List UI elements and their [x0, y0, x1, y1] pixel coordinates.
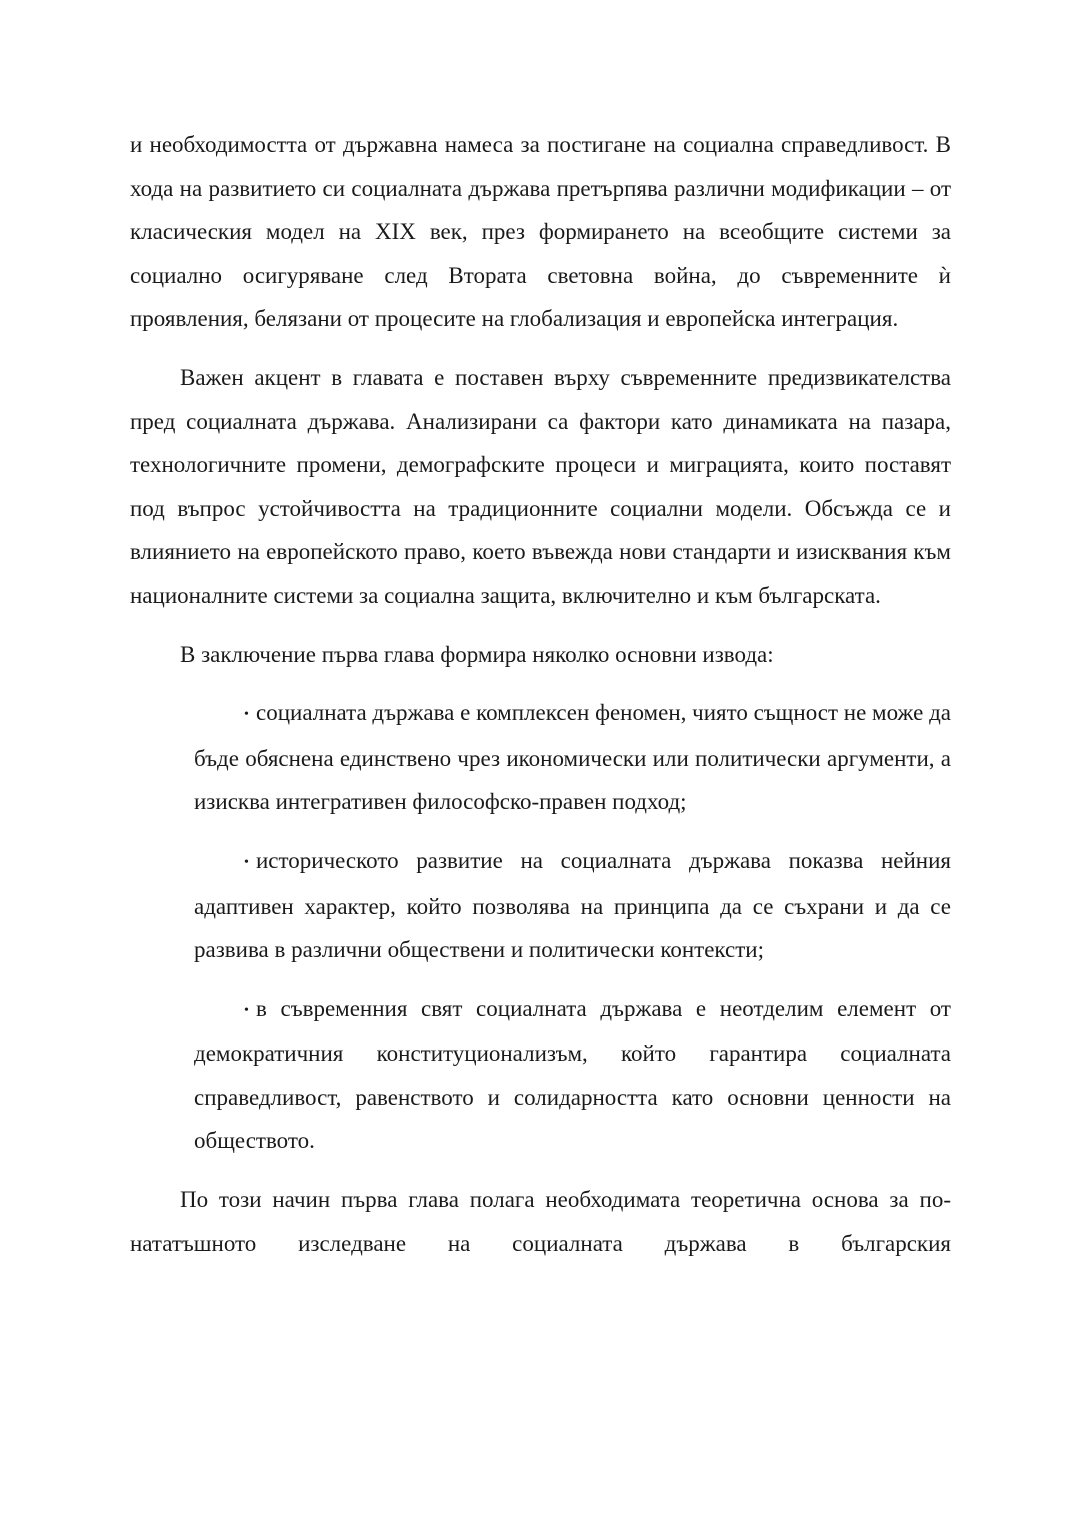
list-item [194, 839, 951, 972]
paragraph-closing: По този начин първа глава полага необходимата теоретична основа за по-нататъшното изследване на социалната държава в българския [130, 1187, 951, 1256]
bullet-icon: • [244, 1002, 249, 1018]
list-item-text: социалната държава е комплексен феномен, чиято същност не може да бъде обяснена единствено чрез икономически или политически аргументи, а изисква интегративен философско-правен подход; [194, 700, 951, 815]
bullet-icon: • [244, 854, 249, 870]
conclusions-list [130, 691, 951, 1163]
list-item [194, 987, 951, 1163]
bullet-icon: • [244, 707, 249, 723]
paragraph-challenges: Важен акцент в главата е поставен върху съвременните предизвикателства пред социалната държава. Анализирани са фактори като динамиката на пазара, технологичните промени, демографските процеси и миграцията, които поставят под въпрос устойчивостта на традиционните социални модели. Обсъжда се и влиянието на европейското право, което въвежда нови стандарти и изисквания към националните системи за социална защита, включително и към българската. [130, 364, 951, 608]
paragraph-intro: и необходимостта от държавна намеса за постигане на социална справедливост. В хода на развитието си социалната държава претърпява различни модификации – от класическия модел на XIX век, през формирането на всеобщите системи за социално осигуряване след Втората световна война, до съвременните ѝ проявления, белязани от процесите на глобализация и европейска интеграция. [130, 132, 951, 332]
list-item-text: в съвременния свят социалната държава е неотделим елемент от демократичния конституционализъм, който гарантира социалната справедливост, равенството и солидарността като основни ценности на обществото. [194, 995, 951, 1154]
paragraph-conclusion-lead: В заключение първа глава формира няколко основни извода: [180, 641, 774, 667]
document-body [130, 123, 951, 1265]
list-item [194, 691, 951, 824]
list-item-text: историческото развитие на социалната държава показва нейния адаптивен характер, който позволява на принципа да се съхрани и да се развива в различни обществени и политически контексти; [194, 847, 951, 963]
